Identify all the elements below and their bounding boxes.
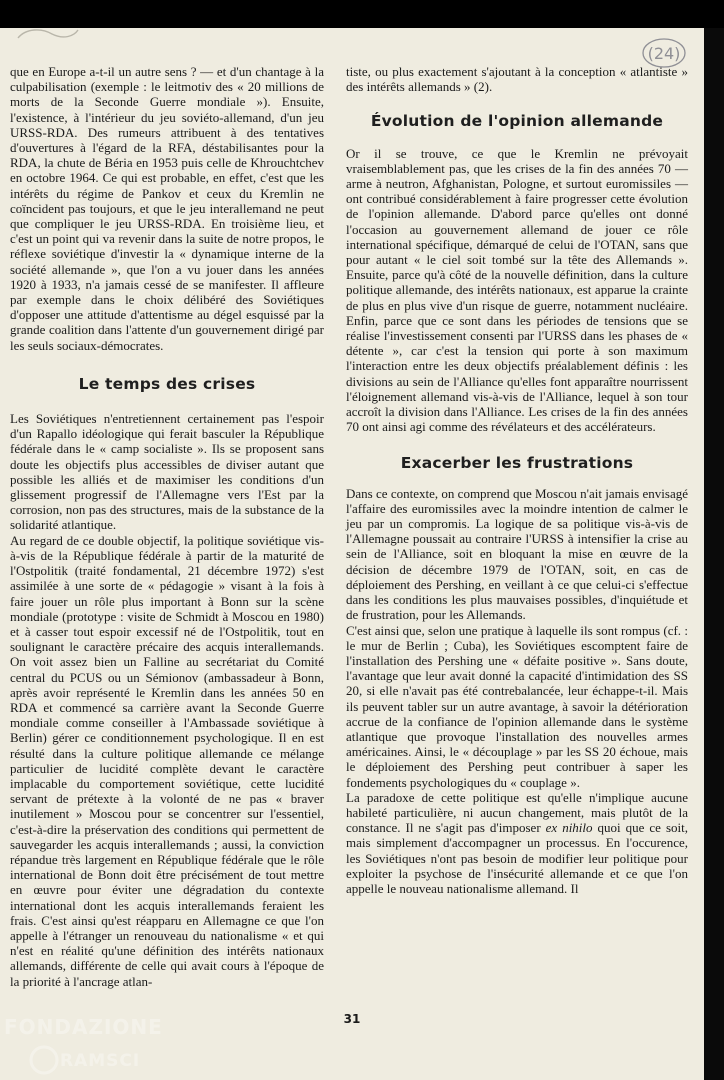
paragraph-part: La paradoxe de cette politique est qu'elle n'implique aucune habileté particulière, ni aucun changement, mais plutôt de la constance. Il ne s'agit pas d'imposer — [346, 789, 688, 836]
section-heading-frustrations: Exacerber les frustrations — [400, 454, 634, 473]
left-column — [10, 64, 324, 989]
paragraph: C'est ainsi que, selon une pratique à laquelle ils sont rompus (cf. : le mur de Berlin ; Cuba), les Soviétiques escomptent faire de l'installation des Pershing une « défaite positive ». Sans doute, l'avantage que leur avait donné la capacité d'intimidation des SS 20, si elle n'avait pas été contrebalancée, leur échappe-t-il. Mais ils peuvent tabler sur un autre avantage, à savoir la détérioration accrue de la confiance de l'opinion allemande dans le système atlantique que provoque l'installation des nouvelles armes américaines. Ainsi, le « découplage » par les SS 20 échoue, mais le déploiement des Pershing peut contribuer à saper les fondements psychologiques du « couplage ». — [346, 622, 688, 790]
section-heading-crises: Le temps des crises — [78, 374, 256, 393]
paragraph: tiste, ou plus exactement s'ajoutant à la conception « atlantiste » des intérêts allemands » (2). — [346, 64, 688, 95]
section-heading-opinion: Évolution de l'opinion allemande — [370, 112, 664, 131]
paragraph: Les Soviétiques n'entretiennent certainement pas l'espoir d'un Rapallo idéologique qui ferait basculer la République fédérale dans le « camp socialiste ». Ils se proposent sans doute les objectifs plus accessibles de diviser autant que possible les alliés et de maximiser les conditions d'un glissement progressif de l'Allemagne vers l'Est par la corrosion, non pas des structures, mais de la substance de la solidarité atlantique. — [10, 411, 324, 533]
svg-text:RAMSCI: RAMSCI — [60, 1051, 141, 1071]
document-page — [0, 28, 704, 1080]
paragraph: Or il se trouve, ce que le Kremlin ne prévoyait vraisemblablement pas, que les crises de la fin des années 70 — arme à neutron, Afghanistan, Pologne, et surtout euromissiles — ont contribué considérablement à faire progresser cette évolution de l'opinion allemande. D'abord parce qu'elles ont donné l'occasion au gouvernement allemand de jouer ce rôle international spécifique, démarqué de celui de l'OTAN, sans que pour autant « le ciel soit tombé sur la tête des Allemands ». Ensuite, parce qu'à côté de la nouvelle définition, dans la culture politique allemande, des intérêts nationaux, est apparue la crainte de plus en plus vive d'un risque de guerre, notamment nucléaire. Enfin, parce que ce sont dans les périodes de tensions que se réalise l'investissement consenti par l'URSS dans les phases de « détente », car c'est la tension qui porte à son maximum l'interaction entre les deux objectifs préalablement définis : les divisions au sein de l'Alliance qu'elles font apparaître nourrissent l'éloignement allemand vis-à-vis de l'Alliance, lequel à son tour accroît la division dans l'Alliance. Les crises de la fin des années 70 ont ainsi agi comme des révélateurs et des accélérateurs. — [346, 145, 688, 435]
italic-phrase: ex nihilo — [545, 820, 593, 836]
paragraph: Au regard de ce double objectif, la politique soviétique vis-à-vis de la République fédérale à partir de la maturité de l'Ostpolitik (traité fondamental, 21 décembre 1972) s'est assimilée à une sorte de « pédagogie » visant à la fois à faire jouer un rôle plus important à Bonn sur la scène mondiale (prototype : visite de Schmidt à Moscou en 1980) et à casser tout espoir excessif né de l'Ostpolitik, tout en soulignant le caractère précaire des acquis interallemands. On voit assez bien un Falline au secrétariat du Comité central du PCUS ou un Sémionov (ambassadeur à Bonn, après avoir représenté le Kremlin dans les années 50 en RDA et commencé sa carrière avant la Seconde Guerre mondiale comme conseiller à l'Ambassade soviétique à Berlin) gérer ce conditionnement psychologique. Il en est résulté dans la culture politique allemande ce mélange particulier de lucidité complète devant le caractère implacable du comportement soviétique, cette lucidité servant de prétexte à la volonté de ne pas « braver inutilement » Moscou pour se concentrer sur l'essentiel, c'est-à-dire la préservation des conditions qui permettent de sauvegarder les acquis interallemands ; aussi, la conviction répandue très largement en République fédérale que le rôle international de Bonn doit être précisément de tout mettre en œuvre pour éviter une dégradation du contexte international dont les acquis interallemands feraient les frais. C'est ainsi qu'est réapparu en Allemagne ce que l'on appelle à l'étranger un renouveau du nationalisme « et qui n'est en réalité qu'une définition des intérêts nationaux allemands, différente de celle qui avait cours à l'époque de la priorité à l'ancrage atlan- — [10, 532, 324, 989]
svg-text:FONDAZIONE: FONDAZIONE — [4, 1015, 163, 1039]
right-column — [346, 64, 688, 896]
paragraph: que en Europe a-t-il un autre sens ? — et d'un chantage à la culpabilisation (exemple : le leitmotiv des « 20 millions de morts de la Seconde Guerre mondiale »). Ensuite, l'existence, à l'intérieur du jeu soviéto-allemand, d'un jeu URSS-RDA. Des rumeurs attribuent à des tentatives d'ouvertures à l'égard de la RFA, déstabilisantes pour la RDA, la chute de Béria en 1953 puis celle de Khrouchtchev en octobre 1964. Ce qui est probable, en effet, c'est que les intérêts du régime de Pankov et ceux du Kremlin ne coïncident pas toujours, et que le jeu interallemand ne peut que compliquer le jeu URSS-RDA. En troisième lieu, et c'est un point qui va revenir dans la suite de notre propos, le réflexe soviétique d'investir la « dynamique interne de la société allemande », que l'on a vu jouer dans les années 1920 à 1933, n'a jamais cessé de se manifester. Il affleure par exemple dans le choix délibéré des Soviétiques d'opposer une attitude d'attentisme au dégel esquissé par la grande coalition dans l'attente d'un gouvernement dirigé par les seuls sociaux-démocrates. — [10, 64, 324, 353]
fondazione-gramsci-watermark — [0, 1004, 180, 1080]
paragraph: Dans ce contexte, on comprend que Moscou n'ait jamais envisagé l'affaire des euromissiles avec la moindre intention de calmer le jeu par un compromis. La logique de sa politique vis-à-vis de l'Allemagne poussait au contraire l'URSS à intensifier la crise au sein de l'Alliance, soit en bloquant la mise en œuvre de la décision de décembre 1979 de l'OTAN, soit, en cas de déploiement des Pershing, en veillant à ce que celui-ci s'effectue dans les conditions les plus mauvaises possibles, d'inquiétude et de frustration, pour les Allemands. — [346, 485, 688, 623]
scan-edge — [704, 28, 724, 1080]
archive-stamp-partial — [12, 28, 82, 56]
paragraph-part: quoi que ce soit, mais simplement d'accompagner un processus. En l'occurence, les Soviétiques n'ont pas besoin de modifier leur politique pour exploiter la psychose de l'insécurité allemande et ce que l'on appelle le nouveau nationalisme allemand. Il — [346, 820, 688, 896]
paragraph — [346, 790, 688, 896]
handwritten-page-mark-text: (24) — [647, 44, 681, 63]
page-number: 31 — [343, 1012, 361, 1026]
